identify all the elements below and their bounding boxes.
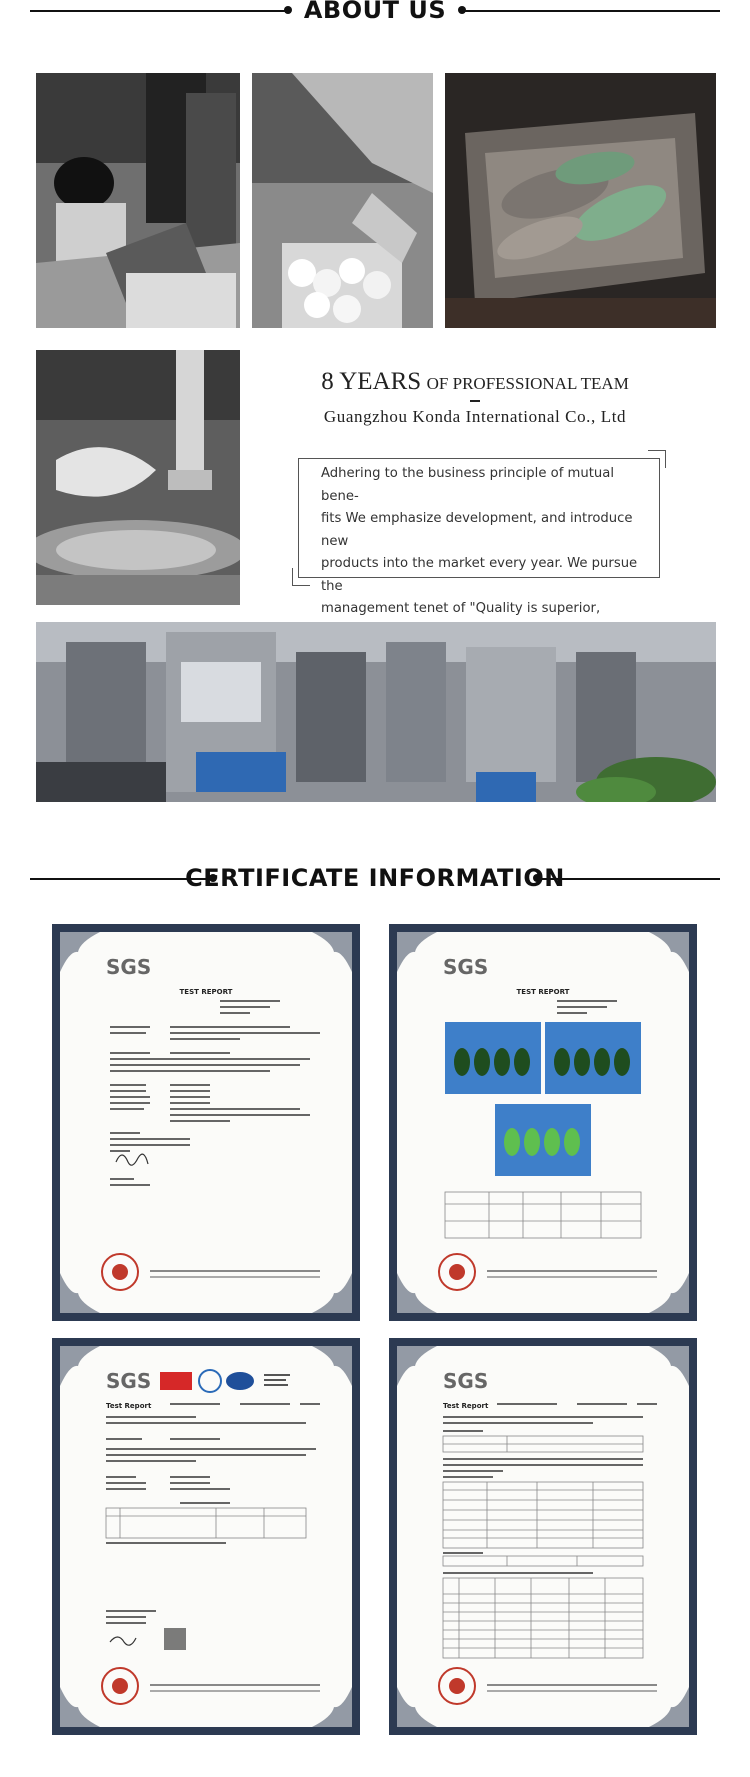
certificate-title-text: TEST REPORT xyxy=(179,988,233,996)
certificate-title-text: TEST REPORT xyxy=(516,988,570,996)
factory-photo-workshop xyxy=(36,622,716,802)
factory-photo-worker xyxy=(36,73,240,328)
team-years: YEARS xyxy=(339,368,422,395)
factory-photo-cutting xyxy=(36,350,240,605)
sgs-logo: SGS xyxy=(106,1369,152,1393)
team-rest: OF PROFESSIONAL TEAM xyxy=(426,374,629,393)
intro-box xyxy=(298,458,660,616)
about-us-title: ABOUT US xyxy=(303,0,447,24)
ilac-logo-icon xyxy=(199,1370,221,1392)
team-title xyxy=(250,368,700,398)
about-us-heading xyxy=(30,0,720,30)
cnas-logo-icon xyxy=(226,1372,254,1390)
certificate-sgs-report-1 xyxy=(52,924,360,1321)
certificate-sgs-report-4 xyxy=(389,1338,697,1735)
intro-line: Adhering to the business principle of mutual bene- xyxy=(321,466,615,504)
team-number: 8 xyxy=(321,368,334,395)
certificate-title: CERTIFICATE INFORMATION xyxy=(185,864,565,892)
sgs-logo: SGS xyxy=(443,1369,489,1393)
certificate-sgs-report-3 xyxy=(52,1338,360,1735)
certificate-title-text: Test Report xyxy=(106,1402,152,1410)
certificate-heading xyxy=(30,858,720,898)
factory-photo-cotton xyxy=(252,73,433,328)
certificate-sgs-report-2 xyxy=(389,924,697,1321)
sgs-logo: SGS xyxy=(443,955,489,979)
factory-photo-leaf-mold xyxy=(445,73,716,328)
intro-line: fits We emphasize development, and introduce new xyxy=(321,511,633,549)
company-name: Guangzhou Konda International Co., Ltd xyxy=(323,407,627,426)
team-block xyxy=(250,368,700,428)
team-divider xyxy=(470,400,480,402)
intro-line: management tenet of "Quality is superior, xyxy=(321,601,601,616)
sgs-logo: SGS xyxy=(106,955,152,979)
certificate-title-text: Test Report xyxy=(443,1402,489,1410)
intro-line: products into the market every year. We pursue the xyxy=(321,556,638,594)
cma-logo-icon xyxy=(160,1372,192,1390)
